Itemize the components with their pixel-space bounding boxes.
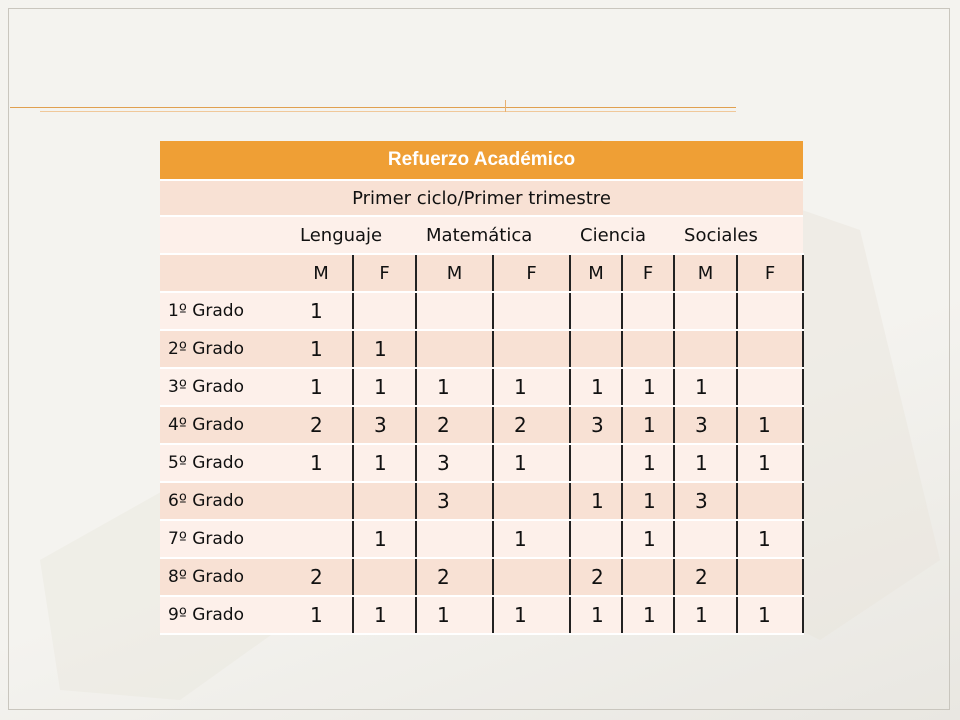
value-cell: 1 — [416, 368, 493, 406]
value-cell: 1 — [622, 368, 674, 406]
table-row — [160, 406, 803, 444]
value-cell — [493, 292, 570, 330]
grade-label: 5º Grado — [160, 444, 290, 482]
grade-label: 8º Grado — [160, 558, 290, 596]
table-row — [160, 330, 803, 368]
sex-header-cell: F — [493, 254, 570, 292]
value-cell: 1 — [737, 596, 803, 634]
subject-header-matemática: Matemática — [416, 217, 570, 254]
value-cell — [622, 558, 674, 596]
table-row — [160, 558, 803, 596]
value-cell — [622, 330, 674, 368]
subject-header-sociales: Sociales — [674, 217, 803, 254]
table-row — [160, 292, 803, 330]
value-cell: 1 — [737, 444, 803, 482]
value-cell: 1 — [353, 520, 416, 558]
value-cell: 1 — [674, 596, 737, 634]
value-cell: 2 — [570, 558, 622, 596]
grade-label: 1º Grado — [160, 292, 290, 330]
header-rule-secondary — [40, 111, 736, 112]
table-row — [160, 596, 803, 634]
value-cell: 3 — [674, 406, 737, 444]
value-cell: 1 — [674, 368, 737, 406]
sex-header-cell: F — [622, 254, 674, 292]
value-cell — [737, 292, 803, 330]
value-cell: 3 — [570, 406, 622, 444]
value-cell — [493, 330, 570, 368]
grade-label: 3º Grado — [160, 368, 290, 406]
value-cell: 1 — [290, 368, 353, 406]
value-cell: 1 — [290, 330, 353, 368]
grade-label: 7º Grado — [160, 520, 290, 558]
value-cell: 1 — [416, 596, 493, 634]
table-row — [160, 520, 803, 558]
value-cell: 1 — [570, 596, 622, 634]
grade-label: 2º Grado — [160, 330, 290, 368]
value-cell: 1 — [622, 520, 674, 558]
table-row — [160, 444, 803, 482]
value-cell: 1 — [290, 292, 353, 330]
table-title: Refuerzo Académico — [160, 141, 803, 181]
value-cell: 1 — [353, 444, 416, 482]
value-cell: 1 — [493, 520, 570, 558]
subject-header-lenguaje: Lenguaje — [290, 217, 416, 254]
value-cell: 1 — [622, 444, 674, 482]
value-cell: 1 — [353, 330, 416, 368]
value-cell: 1 — [290, 444, 353, 482]
table-subtitle: Primer ciclo/Primer trimestre — [160, 181, 803, 217]
value-cell — [570, 520, 622, 558]
value-cell: 1 — [622, 482, 674, 520]
value-cell: 3 — [674, 482, 737, 520]
grade-label: 6º Grado — [160, 482, 290, 520]
grade-label: 4º Grado — [160, 406, 290, 444]
sex-header-cell: F — [353, 254, 416, 292]
value-cell: 1 — [353, 368, 416, 406]
corner-cell — [160, 217, 290, 254]
value-cell — [622, 292, 674, 330]
value-cell — [416, 520, 493, 558]
value-cell: 1 — [674, 444, 737, 482]
value-cell: 3 — [416, 482, 493, 520]
value-cell: 1 — [570, 482, 622, 520]
value-cell: 1 — [493, 596, 570, 634]
value-cell: 1 — [353, 596, 416, 634]
value-cell: 3 — [353, 406, 416, 444]
value-cell — [737, 482, 803, 520]
value-cell — [416, 330, 493, 368]
corner-cell — [160, 254, 290, 292]
value-cell: 1 — [737, 520, 803, 558]
sex-header-row — [160, 254, 803, 292]
value-cell — [737, 330, 803, 368]
value-cell — [737, 558, 803, 596]
value-cell — [570, 330, 622, 368]
value-cell — [570, 292, 622, 330]
sex-header-cell: M — [290, 254, 353, 292]
value-cell — [493, 482, 570, 520]
value-cell: 2 — [416, 406, 493, 444]
grade-label: 9º Grado — [160, 596, 290, 634]
value-cell: 2 — [493, 406, 570, 444]
header-rule-tick — [505, 100, 506, 112]
value-cell: 3 — [416, 444, 493, 482]
sex-header-cell: M — [570, 254, 622, 292]
value-cell — [353, 482, 416, 520]
sex-header-cell: F — [737, 254, 803, 292]
subject-header-ciencia: Ciencia — [570, 217, 674, 254]
value-cell — [290, 482, 353, 520]
value-cell — [674, 292, 737, 330]
value-cell — [353, 292, 416, 330]
value-cell: 1 — [622, 596, 674, 634]
value-cell — [674, 520, 737, 558]
data-grid — [160, 217, 804, 635]
value-cell — [416, 292, 493, 330]
value-cell: 2 — [416, 558, 493, 596]
value-cell: 1 — [493, 368, 570, 406]
value-cell: 2 — [290, 406, 353, 444]
sex-header-cell: M — [674, 254, 737, 292]
value-cell: 2 — [290, 558, 353, 596]
value-cell: 1 — [737, 406, 803, 444]
table-row — [160, 482, 803, 520]
subject-header-row — [160, 217, 803, 254]
header-rule — [10, 107, 736, 108]
value-cell: 1 — [622, 406, 674, 444]
value-cell: 1 — [570, 368, 622, 406]
table-row — [160, 368, 803, 406]
value-cell: 1 — [290, 596, 353, 634]
sex-header-cell: M — [416, 254, 493, 292]
value-cell — [493, 558, 570, 596]
value-cell — [353, 558, 416, 596]
value-cell: 2 — [674, 558, 737, 596]
academic-reinforcement-table — [160, 141, 803, 635]
value-cell — [737, 368, 803, 406]
value-cell: 1 — [493, 444, 570, 482]
value-cell — [570, 444, 622, 482]
value-cell — [674, 330, 737, 368]
value-cell — [290, 520, 353, 558]
